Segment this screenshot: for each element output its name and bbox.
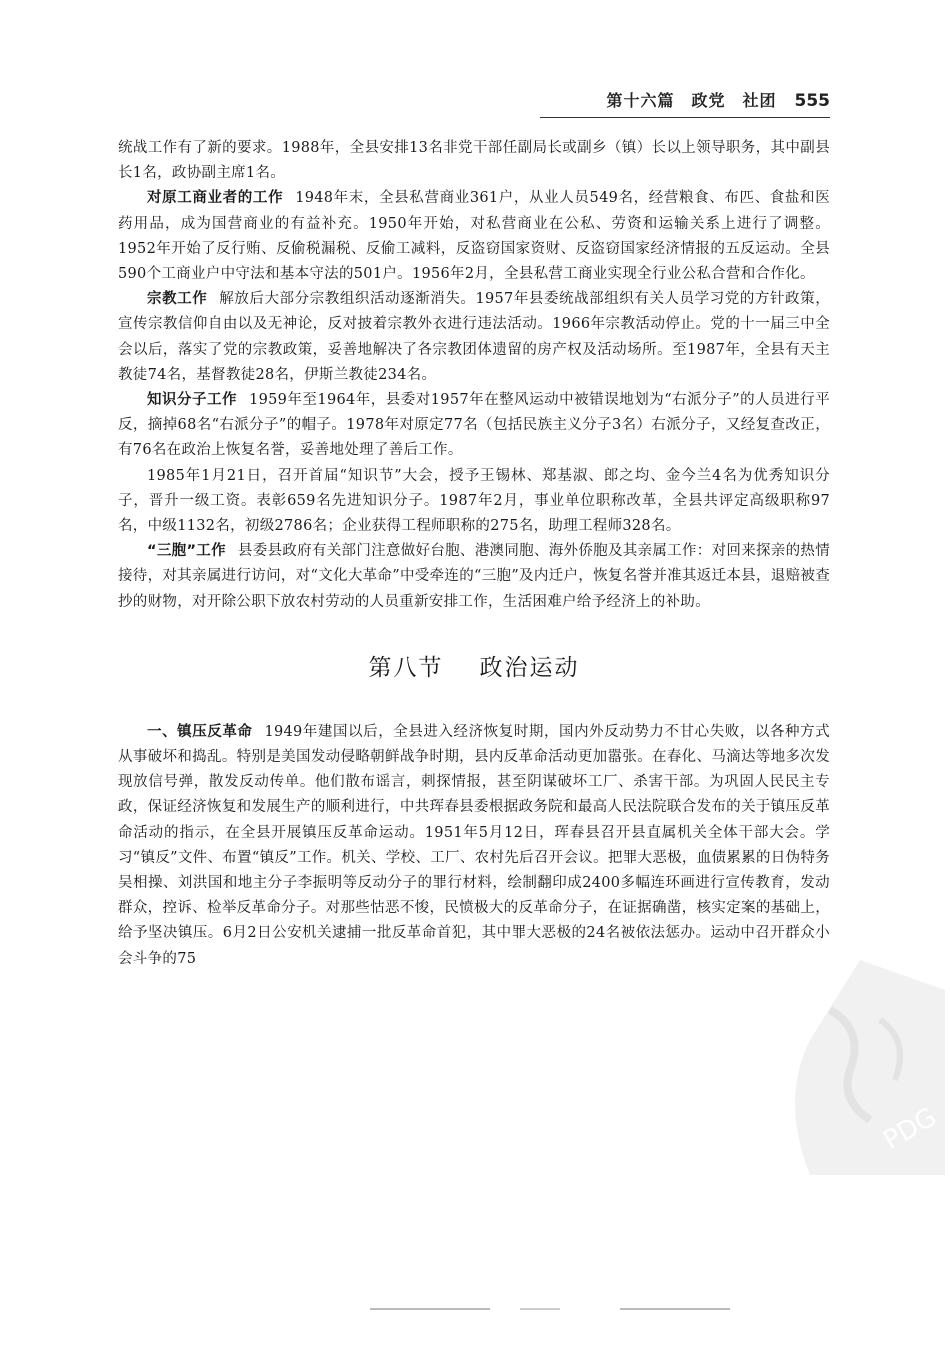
paragraph xyxy=(118,464,830,540)
paragraph-run-in-heading: 一、镇压反革命 xyxy=(147,723,253,740)
paragraph-text: 1985年1月21日，召开首届“知识节”大会，授予王锡林、郑基淑、郎之均、金今兰4名为优秀知识分子，晋升一级工资。表彰659名先进知识分子。1987年2月，事业单位职称改革，全县共评定高级职称97名，中级1132名，初级2786名；企业获得工程师职称的275名，助理工程师328名。 xyxy=(118,467,830,535)
section-title xyxy=(118,649,830,682)
body-text xyxy=(118,136,830,972)
header-rule xyxy=(540,117,830,118)
paragraph-run-in-heading: 对原工商业者的工作 xyxy=(147,190,284,207)
library-seal-watermark-icon xyxy=(770,950,950,1180)
running-head-section: 第十六篇 政党 社团 xyxy=(606,91,777,110)
paragraph-text: 县委县政府有关部门注意做好台胞、港澳同胞、海外侨胞及其亲属工作：对回来探亲的热情接待，对其亲属进行访问，对“文化大革命”中受牵连的“三胞”及内迁户，恢复名誉并准其返迁本县，退赔被查抄的财物，对开除公职下放农村劳动的人员重新安排工作，生活困难户给予经济上的补助。 xyxy=(118,543,831,610)
paragraph-text: 1959年至1964年，县委对1957年在整风运动中被错误地划为“右派分子”的人员进行平反，摘掉68名“右派分子”的帽子。1978年对原定77名（包括民族主义分子3名）右派分子，又经复查改正，有76名在政治上恢复名誉，妥善地处理了善后工作。 xyxy=(118,392,830,459)
paragraph-text: 1948年末，全县私营商业361户，从业人员549名，经营粮食、布匹、食盐和医药用品，成为国营商业的有益补充。1950年开始，对私营商业在公私、劳资和运输关系上进行了调整。1952年开始了反行贿、反偷税漏税、反偷工减料，反盗窃国家资财、反盗窃国家经济情报的五反运动。全县590个工商业户中守法和基本守法的501户。1956年2月，全县私营工商业实现全行业公私合营和合作化。 xyxy=(118,190,830,283)
running-head xyxy=(540,88,830,118)
paragraph xyxy=(118,287,830,388)
paragraph-run-in-heading: 宗教工作 xyxy=(147,291,208,308)
scan-artifact xyxy=(370,1305,740,1313)
paragraph-run-in-heading: “三胞”工作 xyxy=(147,543,226,560)
paragraph-group-bottom xyxy=(118,720,830,972)
paragraph xyxy=(118,720,830,972)
page-number: 555 xyxy=(794,91,830,111)
paragraph-text: 解放后大部分宗教组织活动逐渐消失。1957年县委统战部组织有关人员学习党的方针政策，宣传宗教信仰自由以及无神论，反对披着宗教外衣进行违法活动。1966年宗教活动停止。党的十一届三中全会以后，落实了党的宗教政策，妥善地解决了各宗教团体遗留的房产权及活动场所。至1987年，全县有天主教徒74名，基督教徒28名，伊斯兰教徒234名。 xyxy=(118,291,830,383)
section-number: 第八节 xyxy=(368,654,444,681)
paragraph-group-top xyxy=(118,136,830,615)
watermark-text: PDG xyxy=(878,1102,942,1157)
paragraph xyxy=(118,136,830,186)
paragraph-run-in-heading: 知识分子工作 xyxy=(147,392,238,409)
paragraph xyxy=(118,186,830,287)
section-name: 政治运动 xyxy=(479,654,580,681)
paragraph-text: 统战工作有了新的要求。1988年，全县安排13名非党干部任副局长或副乡（镇）长以上领导职务，其中副县长1名，政协副主席1名。 xyxy=(118,140,830,182)
paragraph xyxy=(118,388,830,464)
paragraph xyxy=(118,539,830,615)
paragraph-text: 1949年建国以后，全县进入经济恢复时期，国内外反动势力不甘心失败，以各种方式从事破坏和捣乱。特别是美国发动侵略朝鲜战争时期，县内反革命活动更加嚣张。在春化、马滴达等地多次发现放信号弹，散发反动传单。他们散布谣言，刺探情报，甚至阴谋破坏工厂、杀害干部。为巩固人民民主专政，保证经济恢复和发展生产的顺利进行，中共珲春县委根据政务院和最高人民法院联合发布的关于镇压反革命活动的指示，在全县开展镇压反革命运动。1951年5月12日，珲春县召开县直属机关全体干部大会。学习“镇反”文件、布置“镇反”工作。机关、学校、工厂、农村先后召开会议。把罪大恶极，血债累累的日伪特务吴相操、刘洪国和地主分子李振明等反动分子的罪行材料，绘制翻印成2400多幅连环画进行宣传教育，发动群众，控诉、检举反革命分子。对那些怙恶不悛，民愤极大的反革命分子，在证据确凿，核实定案的基础上，给予坚决镇压。6月2日公安机关逮捕一批反革命首犯，其中罪大恶极的24名被依法惩办。运动中召开群众小会斗争的75 xyxy=(118,723,830,967)
